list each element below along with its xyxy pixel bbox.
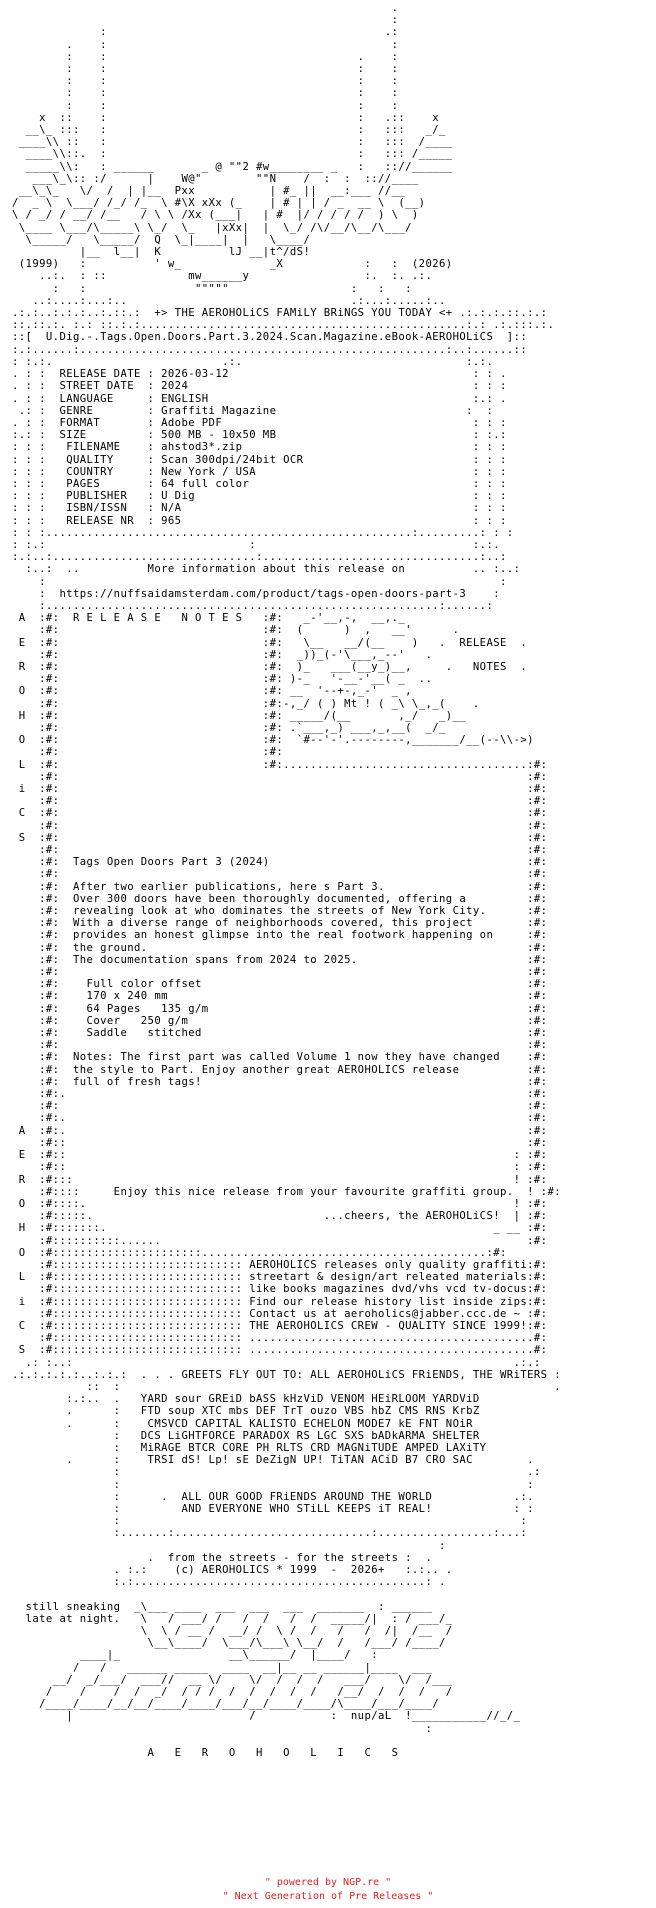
nfo-line: :#: :#: bbox=[12, 868, 548, 881]
nfo-line: / _ \ \___/ /_/ /_ \ #\X xXx (_ | # | | / _ __ \ (__) bbox=[12, 197, 426, 210]
nfo-line: A E R O H O L I C S bbox=[12, 1747, 399, 1760]
nfo-line: :#: full of fresh tags! :#: bbox=[12, 1075, 548, 1088]
nfo-line: :.:...........................................: . bbox=[12, 1576, 446, 1589]
nfo-line: : MiRAGE BTCR CORE PH RLTS CRD MAGNiTUDE AMPED LAXiTY bbox=[12, 1441, 487, 1454]
nfo-line: :#: :#: bbox=[12, 966, 548, 979]
nfo-line: : : : PUBLISHER : U Dig : : : bbox=[12, 490, 507, 503]
nfo-line: . : : STREET DATE : 2024 : : : bbox=[12, 380, 507, 393]
nfo-line: : : : QUALITY : Scan 300dpi/24bit OCR : : : bbox=[12, 453, 507, 466]
nfo-line: ::.::.:. :.: ::.:.:................................................:.: .:.:::.:. bbox=[12, 319, 555, 332]
nfo-line: \ / _/ / __/ /__ / \ \ /Xx (___| | # |/ / / / / ) \ ) bbox=[12, 209, 419, 222]
nfo-line: . :.: (c) AEROHOLICS * 1999 - 2026+ :.:.. . bbox=[12, 1564, 453, 1576]
nfo-line: : DCS LiGHTFORCE PARADOX RS LGC SXS bADkARMA SHELTER bbox=[12, 1429, 480, 1442]
nfo-line: :#: :#: )-_ '-__-'__( _ .. bbox=[12, 673, 433, 686]
nfo-line: L :#: :#:....................................:#: bbox=[12, 758, 548, 771]
nfo-line: .:.:.:.:.:..:.:.: . . . GREETS FLY OUT TO: ALL AEROHOLiCS FRiENDS, THE WRiTERS : bbox=[12, 1368, 562, 1381]
nfo-line: : : :......................................................:.........: : : bbox=[12, 526, 514, 539]
nfo-line: :.:......:......................................................:..:......:: bbox=[12, 343, 528, 356]
nfo-line: :#:::::::::::::::::::::::::::: ..........................................#: bbox=[12, 1332, 548, 1345]
nfo-line: : https://nuffsaidamsterdam.com/product/tags-open-doors-part-3 : bbox=[12, 587, 501, 600]
nfo-line: . : : LANGUAGE : ENGLISH :.: . bbox=[12, 392, 507, 405]
nfo-line: ::[ U.Dig.-.Tags.Open.Doors.Part.3.2024.Scan.Magazine.eBook-AEROHOLiCS ]:: bbox=[12, 331, 528, 344]
nfo-line: :#: :#: bbox=[12, 844, 548, 857]
nfo-line: :#: With a diverse range of neighborhoods covered, this project :#: bbox=[12, 917, 548, 930]
nfo-line: : : bbox=[12, 575, 507, 588]
nfo-line: . : : bbox=[12, 38, 399, 51]
nfo-line: x :: : : .:: x bbox=[12, 111, 440, 124]
nfo-line: : : : FILENAME : ahstod3*.zip : : : bbox=[12, 441, 507, 454]
nfo-line: ____|_ __\______/ |____/ : bbox=[12, 1649, 379, 1662]
nfo-line: ____\\::. : : ::: /_____ bbox=[12, 148, 453, 161]
nfo-line: : . ALL OUR GOOD FRiENDS AROUND THE WORLD .:. bbox=[12, 1490, 534, 1503]
nfo-line: late at night. \ / ___/ / / / / / _____/| : / ___/_ bbox=[12, 1612, 453, 1625]
nfo-line: _____\\: : ______ _ @ ""2 #w________ _ : :://______ bbox=[12, 160, 453, 173]
nfo-line: :#: :#: .`___,_) ___,_,__( _/_ bbox=[12, 721, 446, 734]
nfo-line: :#: :#: bbox=[12, 770, 548, 783]
nfo-line: .: : GENRE : Graffiti Magazine : : bbox=[12, 404, 494, 417]
nfo-line: :#: the ground. :#: bbox=[12, 941, 548, 954]
nfo-line: : : : : bbox=[12, 75, 399, 88]
nfo-line: ..:....:...:.. .:...:.....:.. bbox=[12, 294, 446, 307]
nfo-line: \_____/ \_____/ Q \_|____| | \____/ bbox=[12, 233, 311, 246]
nfo-line: | / : nup/aL !___________//_/_ bbox=[12, 1710, 521, 1723]
nfo-line: H :#:::::::. _ __ :#: bbox=[12, 1222, 548, 1235]
nfo-line: . : : RELEASE DATE : 2026-03-12 : : . bbox=[12, 368, 507, 381]
nfo-line: . : CMSVCD CAPITAL KALISTO ECHELON MODE7 kE FNT NOiR bbox=[12, 1417, 473, 1430]
nfo-line: : :.: : :.:. bbox=[12, 538, 501, 551]
nfo-line: :#: :#: bbox=[12, 1100, 548, 1113]
nfo-line: :#:::::. ...cheers, the AEROHOLiCS! | :#: bbox=[12, 1210, 548, 1223]
nfo-line: :#: :#: bbox=[12, 746, 284, 759]
nfo-line: : : : : bbox=[12, 99, 399, 112]
nfo-line: :#:::::::::::::::::::::::::::: like books magazines dvd/vhs vcd tv-docus:#: bbox=[12, 1283, 548, 1296]
powered-by-line: " powered by NGP.re " bbox=[264, 1877, 392, 1888]
nfo-line: :#: 170 x 240 mm :#: bbox=[12, 990, 548, 1003]
nfo-line: :#: provides an honest glimpse into the real footwork happening on :#: bbox=[12, 929, 548, 942]
nfo-line: :#:: : :#: bbox=[12, 1161, 548, 1174]
nfo-line: \____ \___/\_____\ \_/ \_ |xXx| | \_/ /\/__/\__/\___/ bbox=[12, 221, 412, 234]
nfo-line: : bbox=[12, 1539, 446, 1552]
nfo-line: :#:. :#: bbox=[12, 1112, 548, 1125]
nfo-line: E :#: :#: \__ __/(__ ) . RELEASE . bbox=[12, 636, 528, 649]
nfo-line: :#: Notes: The first part was called Volume 1 now they have changed :#: bbox=[12, 1051, 548, 1064]
nfo-line: : : : COUNTRY : New York / USA : : : bbox=[12, 465, 507, 478]
nfo-line: C :#:::::::::::::::::::::::::::: THE AEROHOLICS CREW - QUALITY SINCE 1999!:#: bbox=[12, 1319, 548, 1332]
nfo-line: / / ______ _____ ____ __|__ __ ______|____ ___ bbox=[12, 1661, 433, 1674]
nfo-line: : : : : bbox=[12, 63, 399, 76]
nfo-line: ____\\ :: : : ::: /____ bbox=[12, 136, 453, 149]
nfo-line: __/ _/___/ ___// __ \/ \/ / / / ___/ \/ /___ bbox=[12, 1673, 453, 1686]
nfo-line: : : : PAGES : 64 full color : : : bbox=[12, 477, 507, 490]
nfo-line: : .: bbox=[12, 1466, 541, 1479]
nfo-line: E :#:: : :#: bbox=[12, 1149, 548, 1162]
nfo-line: : .: bbox=[12, 26, 399, 39]
nfo-line: : : : ISBN/ISSN : N/A : : : bbox=[12, 502, 507, 515]
nfo-line: : : bbox=[12, 1478, 534, 1491]
nfo-line: C :#: :#: bbox=[12, 807, 548, 820]
nfo-line: .:.:..:.:.:..:.::.: +> THE AEROHOLiCS FAMiLY BRiNGS YOU TODAY <+ .:.:.:.::.:.: bbox=[12, 307, 548, 320]
nfo-line: :.......:.............................:.................:...: bbox=[12, 1527, 528, 1540]
tagline-line: " Next Generation of Pre Releases " bbox=[222, 1891, 434, 1902]
nfo-line: i :#: :#: bbox=[12, 783, 548, 795]
nfo-line: : AND EVERYONE WHO STiLL KEEPS iT REAL! : : bbox=[12, 1502, 534, 1515]
nfo-line: : : bbox=[12, 1515, 528, 1528]
nfo-line: L :#:::::::::::::::::::::::::::: streetart & design/art releated materials:#: bbox=[12, 1271, 548, 1284]
nfo-line: : : : RELEASE NR : 965 : : : bbox=[12, 514, 507, 527]
nfo-line: :#: the style to Part. Enjoy another great AEROHOLICS release :#: bbox=[12, 1063, 548, 1076]
nfo-line: :#::::::::::...... :#: bbox=[12, 1234, 548, 1247]
nfo-line: :: : . bbox=[12, 1380, 562, 1393]
nfo-line: : : """"" : : : bbox=[12, 282, 412, 295]
nfo-line: :#: :#:-,_/ ( ) Mt ! ( _\ \_,_( . bbox=[12, 697, 480, 710]
nfo-line: |__ l__| K lJ __|t^/dS! bbox=[12, 246, 311, 259]
nfo-line: :.:..:..............................:................................:..: bbox=[12, 551, 507, 564]
nfo-line: :#:::::::::::::::::::::::::::: AEROHOLICS releases only quality graffiti:#: bbox=[12, 1258, 548, 1271]
nfo-line: : :.:. .:. :.:. bbox=[12, 355, 494, 368]
nfo-line: :#: :#: bbox=[12, 795, 548, 808]
nfo-line: R :#::: ! :#: bbox=[12, 1173, 548, 1186]
nfo-line: :#: After two earlier publications, here s Part 3. :#: bbox=[12, 880, 548, 893]
powered-by-footer bbox=[0, 1876, 656, 1904]
nfo-line: :#: Saddle stitched :#: bbox=[12, 1027, 548, 1040]
nfo-line: R :#: :#: )_ ___(__y_)__, . NOTES . bbox=[12, 660, 528, 673]
nfo-line: :#: :#: bbox=[12, 1039, 548, 1052]
nfo-line: . : : FORMAT : Adobe PDF : : : bbox=[12, 416, 507, 429]
nfo-line: :#:: :#: bbox=[12, 1136, 548, 1149]
nfo-line: \__\____/ \___/\___\ \__/ / /___/ /____/ bbox=[12, 1637, 446, 1650]
nfo-line: O :#::::::::::::::::::::::..........................................:#: bbox=[12, 1246, 507, 1259]
nfo-line: S :#: :#: bbox=[12, 831, 548, 844]
nfo-line: i :#:::::::::::::::::::::::::::: Find our release history list inside zips:#: bbox=[12, 1295, 548, 1308]
nfo-line: H :#: :#: _____/(__ ,_/ _)__ bbox=[12, 709, 467, 722]
nfo-line: : : . : bbox=[12, 50, 399, 63]
nfo-line: O :#: :#: `#--'-'.--------,_______/__(--\\->) bbox=[12, 734, 534, 747]
nfo-line: . from the streets - for the streets : . bbox=[12, 1551, 433, 1564]
nfo-line: : bbox=[12, 1722, 433, 1735]
nfo-line: A :#: R E L E A S E N O T E S :#: _-'__,-, __,._ bbox=[12, 612, 406, 625]
nfo-line: :#: 64 Pages 135 g/m :#: bbox=[12, 1002, 548, 1015]
nfo-line: ___\_\:: :/ | W@" ""N / : : :://____ bbox=[12, 172, 419, 185]
nfo-line: :#: Tags Open Doors Part 3 (2024) :#: bbox=[12, 856, 548, 869]
nfo-line: . bbox=[12, 2, 399, 14]
nfo-line: __\_ ::: : : ::: _/_ bbox=[12, 124, 446, 137]
nfo-line: / / / / _/ / / / / / / / / /__/ / / / / bbox=[12, 1686, 453, 1699]
nfo-line: :#: revealing look at who dominates the streets of New York City. :#: bbox=[12, 905, 548, 918]
nfo-line: A :#:. :#: bbox=[12, 1124, 548, 1137]
nfo-line: ..:. : :: mw______y :. :. .:. bbox=[12, 270, 433, 283]
nfo-line: :#: :#: ( ) , __' . bbox=[12, 624, 460, 637]
nfo-line: \ \ / __ / __/ / \ / / / / /| /__ / bbox=[12, 1625, 453, 1638]
nfo-line: :#:. :#: bbox=[12, 1088, 548, 1101]
nfo-text bbox=[12, 2, 561, 1759]
nfo-line: :#: Full color offset :#: bbox=[12, 978, 548, 991]
nfo-line: . : TRSI dS! Lp! sE DeZigN UP! TiTAN ACiD B7 CRO SAC . bbox=[12, 1454, 534, 1467]
nfo-line: . : FTD soup XTC mbs DEF TrT ouzo VBS hbZ CMS RNS KrbZ bbox=[12, 1405, 480, 1418]
nfo-line: :.: : SIZE : 500 MB - 10x50 MB : :.: bbox=[12, 429, 507, 442]
nfo-line: : bbox=[12, 14, 399, 27]
nfo-line: :#: :#: bbox=[12, 819, 548, 832]
nfo-line: .: :..: .:.: bbox=[12, 1356, 541, 1369]
nfo-line: (1999) : ' w_ _X : : (2026) bbox=[12, 258, 453, 271]
nfo-line: :..........................................................:......: bbox=[12, 599, 494, 612]
nfo-line: still sneaking _\___ ____ ___ ___ ___ _______ : ______ bbox=[12, 1600, 433, 1613]
nfo-line: :..: .. More information about this release on .. :..: bbox=[12, 563, 521, 576]
nfo-line: :#: The documentation spans from 2024 to 2025. :#: bbox=[12, 953, 548, 966]
nfo-line: O :#: :#: __ '--+-,_-' _ , bbox=[12, 685, 412, 698]
nfo-line: O :#::::. ! :#: bbox=[12, 1197, 548, 1210]
nfo-line: :#:::::::::::::::::::::::::::: Contact us at aeroholics@jabber.ccc.de ~ :#: bbox=[12, 1307, 548, 1320]
nfo-line: : : : : bbox=[12, 87, 399, 100]
nfo-line: S :#:::::::::::::::::::::::::::: ..........................................#: bbox=[12, 1344, 548, 1357]
nfo-line: __\_\_ \/ / | |__ Pxx | #_ || __:___ //__ bbox=[12, 185, 406, 198]
nfo-line: /____/____/__/__/____/____/___/__/____/____/\____/___/____/ bbox=[12, 1698, 440, 1711]
nfo-line: :.:.. . YARD sour GREiD bASS kHzViD VENOM HEiRLOOM YARDViD bbox=[12, 1393, 480, 1406]
nfo-line: :#: Over 300 doors have been thoroughly documented, offering a :#: bbox=[12, 892, 548, 905]
nfo-line: :#: Cover 250 g/m :#: bbox=[12, 1014, 548, 1027]
nfo-line: :#: :#: _))_(-'\___,_--' . bbox=[12, 648, 433, 661]
nfo-line: :#:::: Enjoy this nice release from your favourite graffiti group. ! :#: bbox=[12, 1185, 562, 1198]
